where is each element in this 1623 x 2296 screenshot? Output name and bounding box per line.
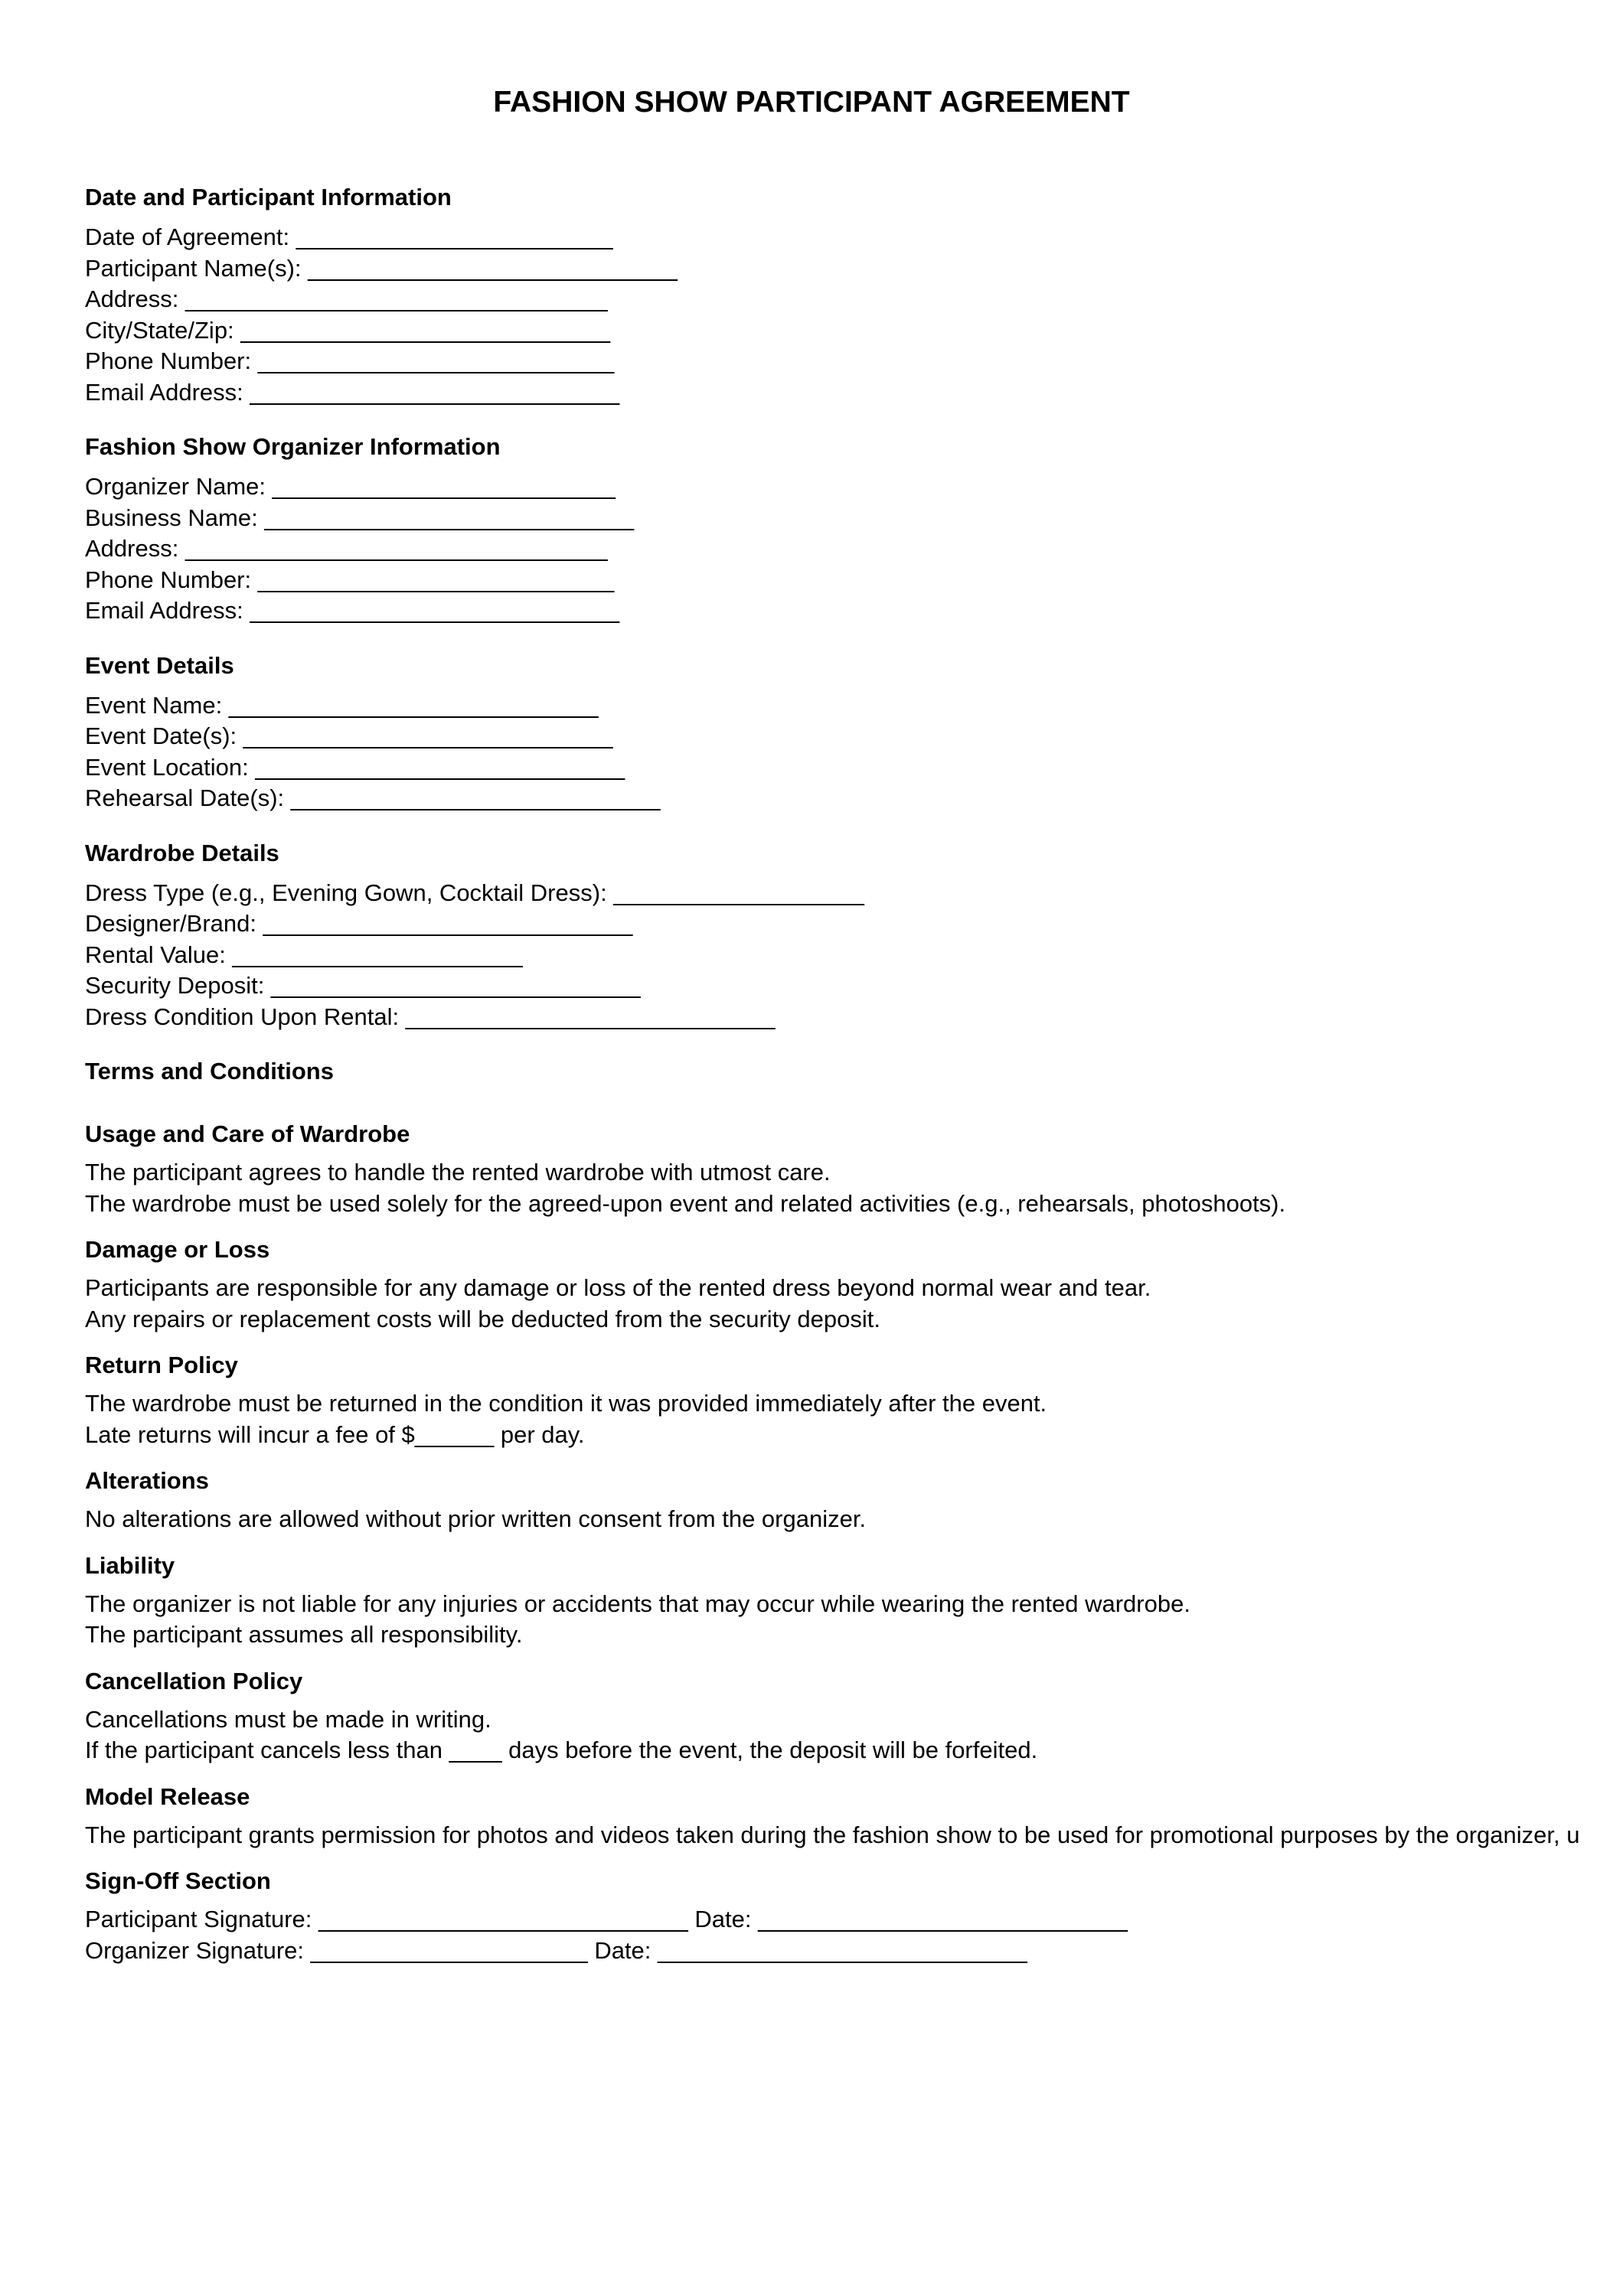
form-section [85,651,1579,814]
form-field[interactable]: Business Name: ____________________________ [85,504,635,531]
terms-clause [85,1234,1579,1335]
clause-text: The wardrobe must be used solely for the agreed-upon event and related activities (e.g., rehearsals, photoshoots). [85,1189,1286,1217]
form-field[interactable]: Participant Name(s): ____________________________ [85,254,678,282]
terms-clause [85,1551,1579,1651]
form-field[interactable]: Designer/Brand: ____________________________ [85,910,633,937]
form-field[interactable]: Dress Type (e.g., Evening Gown, Cocktail Dress): ___________________ [85,879,864,906]
clause-text: No alterations are allowed without prior written consent from the organizer. [85,1505,867,1532]
clause-text: If the participant cancels less than ____ days before the event, the deposit will be forfeited. [85,1737,1038,1763]
clause-heading: Return Policy [85,1352,238,1378]
clause-text: Late returns will incur a fee of $______ per day. [85,1420,585,1448]
form-field[interactable]: Phone Number: ___________________________ [85,347,615,374]
clause-text: Any repairs or replacement costs will be deducted from the security deposit. [85,1305,880,1332]
signature-line[interactable]: Participant Signature: ____________________________ Date: ____________________________ [85,1906,1128,1932]
clause-heading: Liability [85,1551,175,1579]
clause-heading: Alterations [85,1467,209,1494]
form-section [85,838,1579,1033]
section-heading: Date and Participant Information [85,184,452,210]
form-field[interactable]: Event Name: ____________________________ [85,691,599,719]
terms-clause [85,1119,1579,1219]
clause-text: The participant assumes all responsibility. [85,1621,523,1648]
clause-text: Participants are responsible for any damage or loss of the rented dress beyond normal wear and tear. [85,1274,1151,1301]
clause-text: The organizer is not liable for any injuries or accidents that may occur while wearing the rented wardrobe. [85,1590,1190,1617]
terms-clause [85,1782,1579,1851]
form-field[interactable]: Rental Value: ______________________ [85,941,523,968]
document-body [85,182,1579,1981]
clause-text: The participant grants permission for photos and videos taken during the fashion show to be used for promotional purposes by the organizer, u [85,1821,1580,1848]
signoff-section [85,1866,1579,1966]
form-field[interactable]: Dress Condition Upon Rental: ____________________________ [85,1003,776,1030]
form-field[interactable]: Email Address: ____________________________ [85,597,620,624]
clause-heading: Usage and Care of Wardrobe [85,1120,410,1147]
form-section [85,432,1579,627]
clause-text: The participant agrees to handle the rented wardrobe with utmost care. [85,1159,831,1186]
document-title: FASHION SHOW PARTICIPANT AGREEMENT [493,86,1130,119]
form-field[interactable]: Rehearsal Date(s): ____________________________ [85,784,661,811]
signature-line[interactable]: Organizer Signature: _____________________ Date: ____________________________ [85,1936,1027,1964]
signoff-heading: Sign-Off Section [85,1867,271,1894]
clause-heading: Damage or Loss [85,1236,270,1263]
section-heading: Event Details [85,651,234,679]
clause-heading: Model Release [85,1782,250,1810]
form-field[interactable]: Address: ________________________________ [85,285,608,312]
terms-clause [85,1466,1579,1535]
form-field[interactable]: Organizer Name: __________________________ [85,473,616,500]
form-field[interactable]: Security Deposit: ____________________________ [85,972,641,999]
form-field[interactable]: Event Location: ____________________________ [85,753,625,781]
section-heading: Fashion Show Organizer Information [85,433,501,460]
terms-heading: Terms and Conditions [85,1058,334,1084]
terms-clause [85,1350,1579,1450]
clause-text: The wardrobe must be returned in the condition it was provided immediately after the event. [85,1390,1047,1417]
form-field[interactable]: Event Date(s): ____________________________ [85,722,613,749]
form-field[interactable]: City/State/Zip: ____________________________ [85,316,611,344]
terms-clause [85,1666,1579,1766]
section-heading: Wardrobe Details [85,839,279,866]
form-field[interactable]: Phone Number: ___________________________ [85,566,615,593]
clause-text: Cancellations must be made in writing. [85,1705,491,1733]
form-field[interactable]: Address: ________________________________ [85,535,608,562]
form-field[interactable]: Date of Agreement: ________________________ [85,223,613,250]
form-field[interactable]: Email Address: ____________________________ [85,378,620,406]
clause-heading: Cancellation Policy [85,1667,303,1694]
form-section [85,182,1579,408]
